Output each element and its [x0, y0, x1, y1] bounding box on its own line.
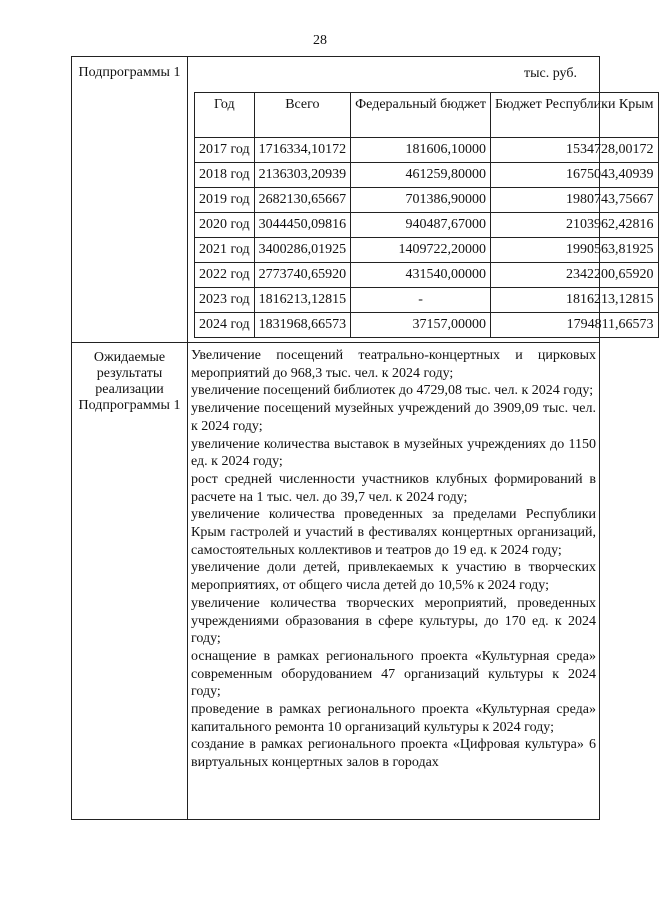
cell-federal: 181606,10000	[351, 138, 491, 163]
cell-total: 2682130,65667	[254, 188, 351, 213]
row-divider	[72, 342, 599, 343]
cell-year: 2024 год	[195, 313, 255, 338]
cell-year: 2022 год	[195, 263, 255, 288]
cell-federal: 940487,67000	[351, 213, 491, 238]
header-year: Год	[195, 93, 255, 138]
cell-total: 2136303,20939	[254, 163, 351, 188]
cell-crimea: 1816213,12815	[490, 288, 658, 313]
table-row	[195, 213, 659, 238]
units-label: тыс. руб.	[524, 66, 577, 81]
header-crimea: Бюджет Республики Крым	[490, 93, 658, 138]
result-item: создание в рамках регионального проекта «Цифровая культура» 6 виртуальных концертных залов в городах	[191, 737, 596, 771]
table-row	[195, 313, 659, 338]
cell-total: 2773740,65920	[254, 263, 351, 288]
result-item: увеличение количества творческих мероприятий, проведенных учреждениями образования в сфере культуры, до 170 ед. к 2024 году;	[191, 595, 596, 647]
table-row	[195, 263, 659, 288]
results-label: Ожидаемые результаты реализации Подпрограммы 1	[78, 350, 181, 413]
cell-year: 2021 год	[195, 238, 255, 263]
table-row	[195, 288, 659, 313]
result-item: оснащение в рамках регионального проекта «Культурная среда» современным оборудованием 47 организаций культуры к 2024 году;	[191, 648, 596, 700]
cell-crimea: 2103962,42816	[490, 213, 658, 238]
cell-total: 1716334,10172	[254, 138, 351, 163]
funding-table-body	[195, 138, 659, 338]
cell-total: 3400286,01925	[254, 238, 351, 263]
header-total: Всего	[254, 93, 351, 138]
cell-federal: 461259,80000	[351, 163, 491, 188]
cell-crimea: 2342200,65920	[490, 263, 658, 288]
table-row	[195, 138, 659, 163]
table-row	[195, 163, 659, 188]
funding-label: Подпрограммы 1	[78, 65, 181, 80]
cell-year: 2020 год	[195, 213, 255, 238]
result-item: увеличение количества выставок в музейных учреждениях до 1150 ед. к 2024 году;	[191, 436, 596, 470]
cell-crimea: 1675043,40939	[490, 163, 658, 188]
page-number: 28	[313, 33, 327, 48]
header-federal: Федеральный бюджет	[351, 93, 491, 138]
cell-year: 2017 год	[195, 138, 255, 163]
cell-year: 2019 год	[195, 188, 255, 213]
cell-federal: 701386,90000	[351, 188, 491, 213]
cell-federal: 431540,00000	[351, 263, 491, 288]
table-row	[195, 238, 659, 263]
result-item: увеличение посещений музейных учреждений до 3909,09 тыс. чел. к 2024 году;	[191, 401, 596, 434]
results-list	[191, 347, 596, 772]
cell-crimea: 1794811,66573	[490, 313, 658, 338]
cell-crimea: 1534728,00172	[490, 138, 658, 163]
result-item: проведение в рамках регионального проекта «Культурная среда» капитального ремонта 10 организаций культуры к 2024 году;	[191, 702, 596, 735]
result-item: увеличение доли детей, привлекаемых к участию в творческих мероприятиях, от общего числа детей до 10,5% к 2024 году;	[191, 560, 596, 594]
funding-table	[194, 92, 659, 338]
cell-crimea: 1990563,81925	[490, 238, 658, 263]
cell-federal: 1409722,20000	[351, 238, 491, 263]
cell-total: 1831968,66573	[254, 313, 351, 338]
column-divider	[187, 57, 188, 819]
table-row	[195, 188, 659, 213]
cell-federal: 37157,00000	[351, 313, 491, 338]
result-item: Увеличение посещений театрально-концертных и цирковых мероприятий до 968,3 тыс. чел. к 2024 году;	[191, 348, 596, 381]
result-item: увеличение количества проведенных за пределами Республики Крым гастролей и участий в фестивалях концертных организаций, самостоятельных коллективов и театров до 19 ед. к 2024 году;	[191, 507, 596, 558]
result-item: увеличение посещений библиотек до 4729,08 тыс. чел. к 2024 году;	[191, 383, 594, 399]
result-item: рост средней численности участников клубных формирований в расчете на 1 тыс. чел. до 39,7 чел. к 2024 году;	[191, 471, 596, 505]
cell-total: 1816213,12815	[254, 288, 351, 313]
cell-year: 2018 год	[195, 163, 255, 188]
cell-crimea: 1980743,75667	[490, 188, 658, 213]
cell-total: 3044450,09816	[254, 213, 351, 238]
cell-federal: -	[351, 288, 491, 313]
cell-year: 2023 год	[195, 288, 255, 313]
program-table	[71, 56, 654, 820]
